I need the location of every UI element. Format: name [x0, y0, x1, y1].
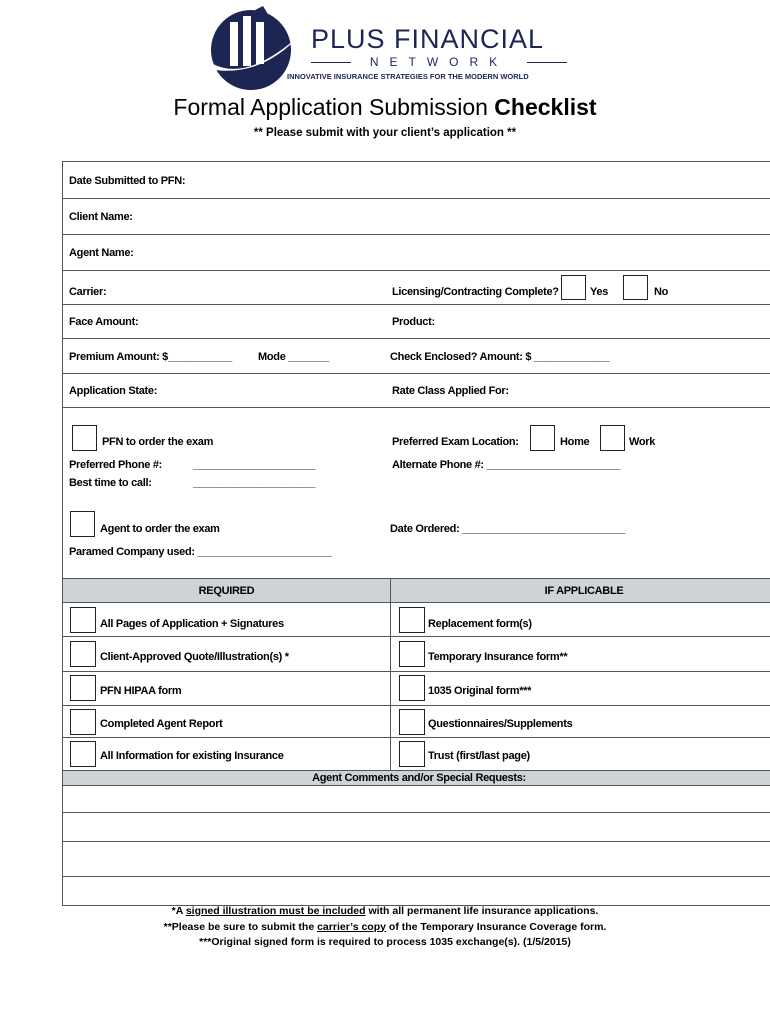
client-name-row[interactable]	[63, 199, 770, 235]
applicable-header: IF APPLICABLE	[544, 585, 624, 597]
rate-class-label: Rate Class Applied For:	[392, 385, 509, 397]
preferred-phone-line[interactable]: _____________________	[193, 459, 316, 471]
location-home-checkbox[interactable]	[530, 425, 555, 451]
agent-order-label: Agent to order the exam	[100, 523, 220, 535]
footer-note-1-underlined: signed illustration must be included	[185, 905, 366, 917]
required-checkbox[interactable]	[70, 607, 96, 633]
applicable-checkbox[interactable]	[399, 741, 425, 767]
required-checkbox[interactable]	[70, 675, 96, 701]
comment-line[interactable]	[63, 877, 770, 905]
applicable-checkbox[interactable]	[399, 675, 425, 701]
logo-tagline: INNOVATIVE INSURANCE STRATEGIES FOR THE MODERN WORLD	[287, 72, 529, 81]
pfn-order-label: PFN to order the exam	[102, 436, 214, 448]
footer-note-1	[0, 904, 770, 920]
location-home-label: Home	[560, 436, 590, 448]
date-ordered-label[interactable]: Date Ordered: ____________________________	[390, 523, 626, 535]
best-time-label: Best time to call:	[69, 477, 152, 489]
carrier-row	[63, 271, 770, 305]
checklist-row	[63, 672, 770, 706]
checklist-form	[62, 161, 770, 906]
checklist-row	[63, 738, 770, 770]
required-item: All Pages of Application + Signatures	[100, 618, 284, 630]
face-amount-label: Face Amount:	[69, 316, 139, 328]
carrier-label: Carrier:	[69, 286, 107, 298]
comment-line[interactable]	[63, 786, 770, 813]
licensing-no-label: No	[654, 286, 669, 298]
premium-label: Premium Amount: $___________	[69, 351, 232, 363]
required-item: All Information for existing Insurance	[100, 750, 284, 762]
checklist-row	[63, 603, 770, 637]
footer-notes	[0, 904, 770, 951]
preferred-location-label: Preferred Exam Location:	[392, 436, 519, 448]
footer-note-2-post: of the Temporary Insurance Coverage form.	[385, 920, 607, 933]
footer-note-3: ***Original signed form is required to process 1035 exchange(s). (1/5/2015)	[199, 936, 571, 948]
face-amount-row	[63, 305, 770, 339]
title-regular: Formal Application Submission	[173, 94, 495, 120]
required-header: REQUIRED	[198, 585, 255, 597]
applicable-item: Questionnaires/Supplements	[428, 718, 573, 730]
licensing-label: Licensing/Contracting Complete?	[392, 286, 559, 298]
title-bold: Checklist	[494, 94, 597, 120]
applicable-item: Temporary Insurance form**	[428, 651, 568, 663]
page-title	[0, 94, 770, 121]
checklist-header-row	[63, 579, 770, 603]
logo-company-name: PLUS FINANCIAL	[311, 24, 545, 54]
required-checkbox[interactable]	[70, 709, 96, 735]
footer-note-2-underlined: carrier’s copy	[317, 920, 386, 933]
application-state-row	[63, 374, 770, 408]
date-submitted-row[interactable]	[63, 162, 770, 199]
page-subtitle: ** Please submit with your client’s application **	[253, 127, 517, 139]
logo-network-text: NETWORK	[369, 55, 509, 69]
required-item: PFN HIPAA form	[100, 685, 182, 697]
licensing-yes-label: Yes	[590, 286, 609, 298]
footer-note-2	[0, 920, 770, 936]
location-work-checkbox[interactable]	[600, 425, 625, 451]
best-time-line[interactable]: _____________________	[193, 477, 316, 489]
applicable-checkbox[interactable]	[399, 641, 425, 667]
required-checkbox[interactable]	[70, 641, 96, 667]
application-state-label: Application State:	[69, 385, 158, 397]
required-item: Completed Agent Report	[100, 718, 223, 730]
footer-note-1-post: with all permanent life insurance applications.	[365, 905, 599, 917]
footer-note-2-pre: **Please be sure to submit the	[163, 920, 318, 933]
required-checkbox[interactable]	[70, 741, 96, 767]
premium-row	[63, 339, 770, 374]
comment-line[interactable]	[63, 842, 770, 877]
mode-label: Mode _______	[258, 351, 329, 363]
agent-name-label: Agent Name:	[69, 247, 134, 259]
exam-section	[63, 408, 770, 579]
product-label: Product:	[392, 316, 435, 328]
applicable-item: 1035 Original form***	[428, 685, 532, 697]
comments-header-label: Agent Comments and/or Special Requests:	[312, 772, 526, 784]
licensing-no-checkbox[interactable]	[623, 275, 648, 300]
applicable-checkbox[interactable]	[399, 709, 425, 735]
check-enclosed-label: Check Enclosed? Amount: $ _____________	[390, 351, 610, 363]
pfn-order-checkbox[interactable]	[72, 425, 97, 451]
preferred-phone-label: Preferred Phone #:	[69, 459, 163, 471]
checklist-row	[63, 637, 770, 672]
applicable-item: Replacement form(s)	[428, 618, 532, 630]
paramed-label[interactable]: Paramed Company used: _______________________	[69, 546, 332, 558]
checklist-row	[63, 706, 770, 738]
client-name-label: Client Name:	[69, 211, 133, 223]
comment-line[interactable]	[63, 813, 770, 842]
applicable-item: Trust (first/last page)	[428, 750, 530, 762]
footer-note-1-pre: *A	[171, 905, 186, 917]
applicable-checkbox[interactable]	[399, 607, 425, 633]
location-work-label: Work	[629, 436, 656, 448]
logo-network-word	[311, 55, 567, 69]
company-logo	[203, 4, 573, 94]
licensing-yes-checkbox[interactable]	[561, 275, 586, 300]
required-item: Client-Approved Quote/Illustration(s) *	[100, 651, 289, 663]
alternate-phone-label[interactable]: Alternate Phone #: _______________________	[392, 459, 621, 471]
comments-header	[63, 770, 770, 786]
agent-order-checkbox[interactable]	[70, 511, 95, 537]
agent-name-row[interactable]	[63, 235, 770, 271]
date-submitted-label: Date Submitted to PFN:	[69, 175, 186, 187]
